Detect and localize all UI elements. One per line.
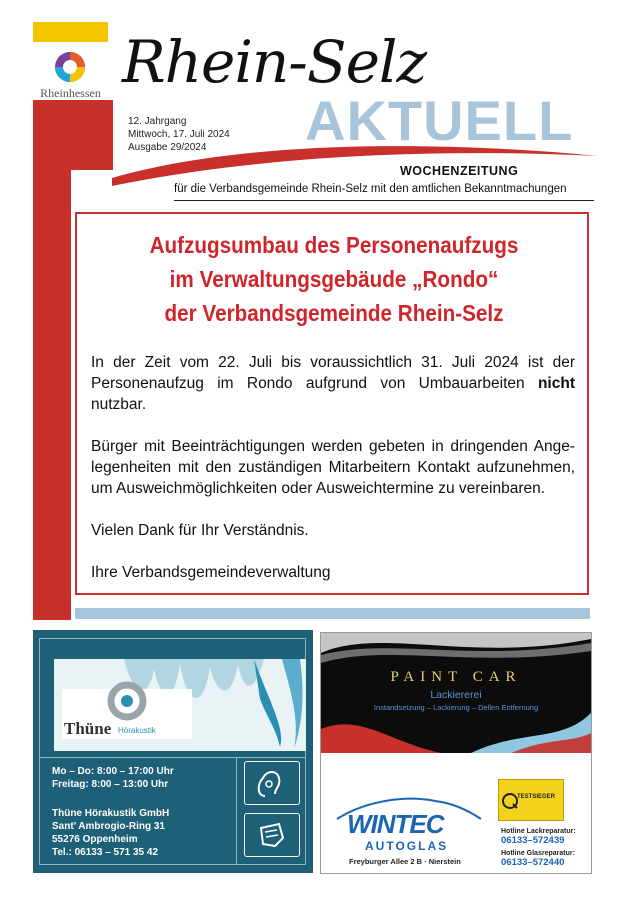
header-rule (174, 200, 594, 201)
rheinhessen-logo (33, 42, 108, 100)
hotline-lackreparatur: Hotline Lackreparatur: 06133–572439 (501, 828, 576, 846)
wintec-address: Freyburger Allee 2 B · Nierstein (349, 857, 461, 866)
masthead-title: Rhein-Selz (122, 28, 427, 96)
notice-title: Aufzugsumbau des Personenaufzugs im Verwaltungsgebäude „Rondo“ der Verbandsgemeinde Rhein-Selz (149, 232, 519, 326)
wintec-brand: WINTEC (347, 809, 444, 839)
notice-body (91, 352, 575, 604)
ad-paintcar-banner (321, 633, 591, 753)
header-yellow-bar (33, 22, 108, 42)
red-sidebar-strip-inner (63, 170, 71, 620)
paper-type: WOCHENZEITUNG (400, 164, 519, 178)
ad-paintcar (320, 632, 592, 874)
thuene-brand: Thüne (64, 719, 112, 738)
notice-paragraph-1: In der Zeit vom 22. Juli bis voraussichtlich 31. Juli 2024 ist der Personenaufzug im Rondo aufgrund von Umbauarbeiten nicht nutzbar. (91, 354, 575, 413)
thuene-logo-icon (107, 681, 147, 721)
notice-paragraph-2: Bürger mit Beeinträchtigungen werden gebeten in dringenden Ange-legenheiten mit den zuständigen Mitarbeitern Kontakt aufzunehmen, um Ausweichmöglichkeiten oder Ausweichtermine zu vereinbaren. (91, 438, 575, 497)
thuene-hours: Mo – Do: 8:00 – 17:00 Uhr Freitag: 8:00 – 13:00 Uhr (52, 766, 174, 790)
thuene-logo (62, 689, 192, 739)
hearing-protection-icon (244, 813, 300, 857)
notice-paragraph-3: Vielen Dank für Ihr Verständnis. (91, 522, 309, 539)
issue-info: 12. Jahrgang Mittwoch, 17. Juli 2024 Ausgabe 29/2024 (128, 116, 230, 153)
logo-text: Rheinhessen (40, 86, 101, 100)
ad-thuene-divider-v (236, 757, 237, 865)
thuene-address: Thüne Hörakustik GmbH Sant’ Ambrogio-Ring 31 55276 Oppenheim Tel.: 06133 – 571 35 42 (52, 808, 170, 858)
testsieger-badge: TESTSIEGER (498, 779, 564, 821)
hearing-aid-icon (244, 761, 300, 805)
paintcar-services: Instandsetzung – Lackierung – Dellen Entfernung (373, 703, 539, 712)
wintec-autoglas: AUTOGLAS (365, 839, 449, 853)
paintcar-name: PAINT CAR (390, 669, 522, 685)
notice-signature: Ihre Verbandsgemeindeverwaltung (91, 564, 331, 581)
red-sidebar-strip-top (63, 100, 113, 170)
notice-box (75, 212, 589, 595)
ad-thuene-divider-h (40, 757, 305, 758)
red-sidebar-strip (33, 100, 63, 620)
ad-thuene-frame (39, 638, 306, 865)
ad-thuene (33, 630, 313, 873)
rheinhessen-logo-icon (53, 50, 87, 84)
hotline-glasreparatur: Hotline Glasreparatur: 06133–572440 (501, 850, 575, 868)
paintcar-sub: Lackiererei (430, 689, 482, 701)
tagline: für die Verbandsgemeinde Rhein-Selz mit den amtlichen Bekanntmachungen (174, 183, 567, 195)
thuene-brand-sub: Hörakustik (118, 726, 156, 735)
notice-bottom-bar (75, 608, 590, 619)
masthead-aktuell: AKTUELL (305, 89, 574, 152)
